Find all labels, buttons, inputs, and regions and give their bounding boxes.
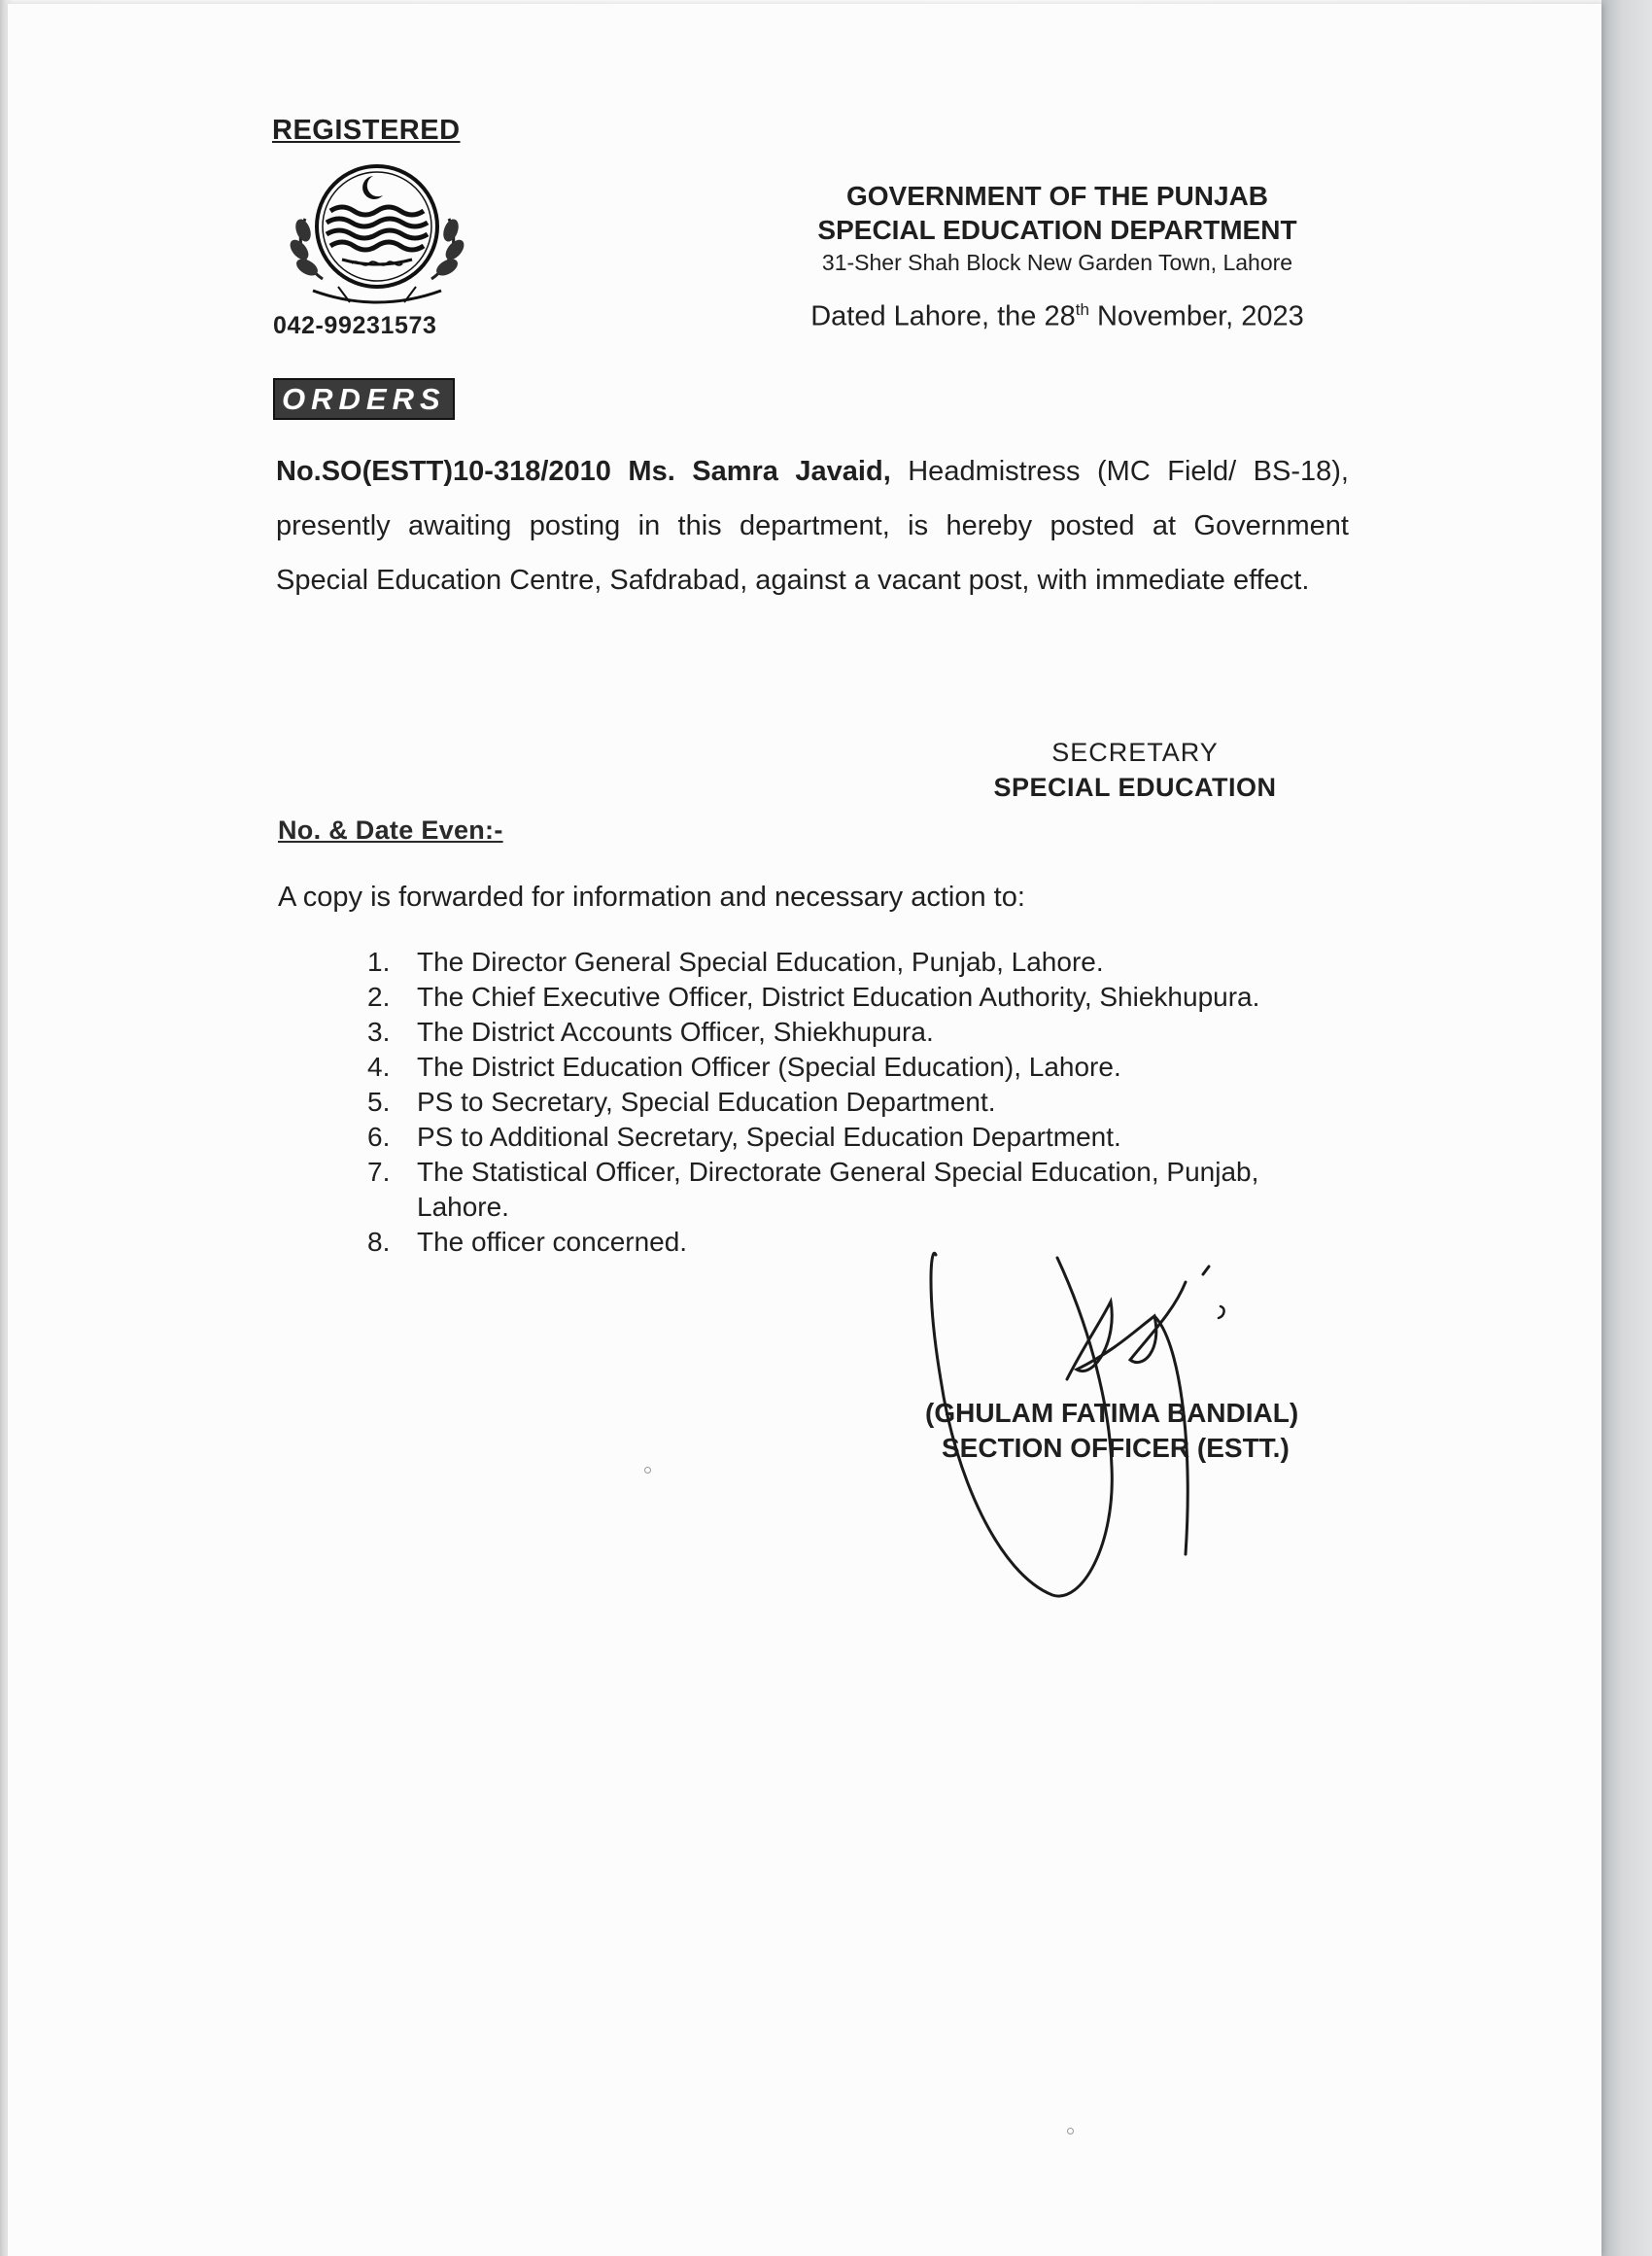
endorsement-heading: No. & Date Even:- [278,816,503,845]
order-body: Headmistress (MC Field/ BS-18), presently awaiting posting in this department, is hereby posted at Government Special Education Centre, Safdrabad, against a vacant post, with immediate effect. [276,456,1349,596]
endorsement-intro: A copy is forwarded for information and necessary action to: [278,882,1025,913]
registered-label: REGISTERED [272,115,461,146]
date-line: Dated Lahore, the 28th November, 2023 [810,300,1304,332]
phone-number: 042-99231573 [273,312,437,339]
scan-speck [1067,2128,1074,2135]
department-address: 31-Sher Shah Block New Garden Town, Lahore [821,250,1293,275]
list-item: 8. The officer concerned. [367,1227,688,1257]
order-number-and-name: No.SO(ESTT)10-318/2010 Ms. Samra Javaid, [276,456,891,487]
order-paragraph [276,444,1349,607]
government-title: GOVERNMENT OF THE PUNJAB [845,181,1269,211]
list-item: 5. PS to Secretary, Special Education Department. [367,1087,996,1117]
document-page [8,4,1601,2256]
orders-banner: ORDERS [273,378,455,420]
signatory-name: (GHULAM FATIMA BANDIAL) [925,1398,1299,1428]
list-item: 7. The Statistical Officer, Directorate General Special Education, Punjab, Lahore. [367,1157,1259,1222]
secretary-line2: SPECIAL EDUCATION [993,773,1277,802]
punjab-government-seal-icon [284,162,470,306]
list-item: 3. The District Accounts Officer, Shiekhupura. [367,1017,934,1047]
list-item: 2. The Chief Executive Officer, District Education Authority, Shiekhupura. [367,982,1260,1012]
list-item: 4. The District Education Officer (Special Education), Lahore. [367,1052,1121,1082]
signatory-title: SECTION OFFICER (ESTT.) [942,1433,1290,1463]
list-item: 6. PS to Additional Secretary, Special Education Department. [367,1122,1121,1152]
department-title: SPECIAL EDUCATION DEPARTMENT [817,215,1297,245]
list-item: 1. The Director General Special Education, Punjab, Lahore. [367,947,1104,977]
scan-edge [1601,0,1652,2256]
distribution-list [367,945,1300,1260]
secretary-line1: SECRETARY [1051,738,1219,767]
scan-speck [644,1467,651,1474]
handwritten-signature-icon [912,1224,1242,1608]
